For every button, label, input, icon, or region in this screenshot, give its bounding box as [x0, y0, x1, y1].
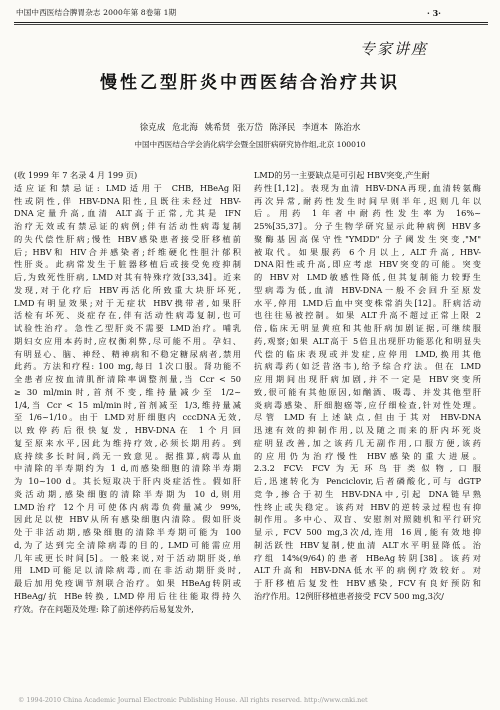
left-column-text-line: 此药。方法和疗程: 100 mg,每日 1次口服。肾功能不	[14, 361, 241, 372]
right-column-text-line: 2.3.2 FCV: FCV为无环鸟苷类似物,口服	[254, 463, 481, 474]
right-column-text-line: 型病毒为低,血清 HBV-DNA一般不会回升至原发	[254, 284, 481, 295]
right-column-text-line: 炎病毒感染、肝细胞癌等,应仔细检查,针对性处理。	[254, 399, 481, 410]
right-column-text-line: DNA阳性或升高,即应考虑 HBV突变的可能。突变	[254, 259, 481, 270]
right-column-text-line: 的 HBV对 LMD敏感性降低,但其复制能力较野生	[254, 272, 481, 282]
right-column-text-line: 也往往易被控制。如果 ALT升高不超过正常上限 2	[254, 310, 481, 321]
left-column-text-line: LMD治疗 12个月可使体内病毒负荷量减少 99%,	[14, 501, 241, 512]
article-title: 慢性乙型肝炎中西医结合治疗共识	[100, 73, 400, 93]
right-column-text-line: 被取代。如果服药 6个月以上, ALT升高, HBV-	[254, 246, 481, 257]
left-column-text-line: 活检有坏死、炎症存在,伴有活动性病毒复制,也可	[14, 310, 241, 321]
author-list: 徐克成 危北海 姚希贤 张万岱 陈泽民 李道本 陈治水	[139, 123, 361, 133]
left-column-text-line: 疗效。存在问题及处理: 除了前述停药后易复发外,	[14, 603, 194, 614]
right-column-text-line: 聚酶基因高保守性"YMDD"分子阈发生突变,"M"	[254, 233, 481, 244]
left-column-text-line: 因此足以使 HBV从所有感染细胞内清除。假如肝炎	[14, 514, 241, 525]
left-column-text-line: 用 LMD可能足以清除病毒,而在非活动期肝炎时,	[14, 565, 241, 576]
right-column-text-line: LMD的另一主要缺点是可引起 HBV突变,产生耐	[254, 170, 430, 180]
left-column-text-line: 为 10~100 d。其长短取决于肝内炎症活性。假如肝	[14, 476, 241, 486]
left-column-text-line: 后; HBV和 HIV合并感染者;纤维硬化性胆汁郁积	[14, 246, 241, 257]
page-number: · 3·	[427, 8, 441, 18]
left-column-text-line: d,为了达到完全清除病毒的目的, LMD可能需应用	[14, 539, 241, 550]
right-column-text-line: 水平,停用 LMD后血中突变株常消失[12]。肝病活动	[254, 297, 481, 308]
right-column-text-line: 尽管 LMD有上述缺点,但由于其对 HBV-DNA	[254, 412, 481, 423]
header-rule	[14, 22, 488, 23]
left-column-text-line: 几年或更长时间[5]。一般来说,对于活动期肝炎,单	[14, 552, 241, 563]
copyright-footer: © 1994-2010 China Academic Journal Electronic Publishing House. All rights reserved. http://www.cnki.net	[18, 696, 368, 704]
right-column-text-line: 抗病毒药(如泛昔洛韦),给予综合疗法。但在 LMD	[254, 361, 481, 372]
left-column-text-line: DNA定量升高,血清 ALT高于正常,尤其是 IFN	[14, 208, 241, 219]
left-column-text-line: 全患者应按血清肌酐清除率调整剂量,当 Ccr < 50	[14, 374, 241, 384]
right-column-text-line: 倍,临床无明显黄疸和其他肝病加剧证据,可继续服	[254, 323, 481, 333]
right-column-text-line: 再次异常,耐药性发生时间早则半年,迟则几年以	[254, 195, 481, 206]
right-column-text-line: 制作用。多中心、双盲、安慰剂对照随机和平行研究	[254, 514, 481, 525]
right-column-text-line: 致,很可能有其他原因,如酗酒、吸毒、并发其他型肝	[254, 386, 481, 397]
left-column-text-line: 的失代偿性肝病;慢性 HBV感染患者接受肝移植前	[14, 233, 241, 244]
left-column-text-line: 性肝炎。此病常发生于脏器移植后或接受免疫抑制	[14, 259, 241, 270]
right-column-text-line: 竞争,掺合于初生 HBV-DNA中,引起 DNA链早熟	[254, 488, 481, 499]
right-column-text-line: ALT升高和 HBV-DNA低水平的病例疗效较好。对	[254, 565, 481, 576]
right-column-text-line: 性终止或失稳定。该药对 HBV的逆转录过程也有抑	[254, 501, 481, 512]
left-column-text-line: 中清除的半寿期约为 1 d,而感染细胞的清除半寿期	[14, 463, 241, 474]
left-column-text-line: 适应证和禁忌证: LMD适用于 CHB, HBeAg阳	[14, 182, 241, 193]
left-column-text-line: 1/4,当 Ccr < 15 ml/min时,首剂减至 1/3,维持量减	[14, 399, 241, 410]
right-column-text-line: 药性[1,12]。表现为血清 HBV-DNA再现,血清转氨酶	[254, 182, 481, 193]
left-column-text-line: 以致停药后很快复发, HBV-DNA在 1个月回	[14, 425, 241, 435]
right-column-text-line: 后,迅速转化为 Penciclovir,后者磷酸化,可与 dGTP	[254, 476, 481, 486]
right-column-text-line: 症明显改善,加之该药几无副作用,口服方便,该药	[254, 437, 481, 448]
right-column-text-line: 25%[35,37]。分子生物学研究显示此种病例 HBV多	[254, 221, 481, 231]
right-column-text-line: 制活跃性 HBV复制,使血清 ALT水平明显降低。治	[254, 539, 481, 550]
left-column-text-line: 发现,对于化疗后 HBV再活化所致重大块肝坏死,	[14, 284, 241, 295]
left-column-text-line: 后,为致死性肝病, LMD对其有特殊疗效[33,34]。近来	[14, 272, 241, 282]
right-column-text-line: 显示, FCV 500 mg,3次/d,连用 16周,能有效地抑	[254, 527, 481, 537]
left-column-text-line: 炎活动期,感染细胞的清除半寿期为 10 d,则用	[14, 488, 241, 499]
left-column	[14, 169, 241, 615]
section-label: 专家讲座	[360, 40, 429, 58]
right-column-text-line: 治疗作用。12例肝移植患者接受 FCV 500 mg,3次/	[254, 590, 444, 601]
right-column-text-line: 于肝移植后复发性 HBV感染, FCV有良好预防和	[254, 578, 481, 588]
left-column-text-line: 性或阴性,伴 HBV-DNA阳性,且既往未经过 HBV-	[14, 195, 241, 206]
left-column-text-line: 处于非活动期,感染细胞的清除半寿期可能为 100	[14, 527, 241, 537]
left-column-text-line: 底持续多长时间,尚无一致意见。据推算,病毒从血	[14, 450, 241, 461]
left-column-text-line: (收 1999 年 7 名录 4 月 199 页)	[14, 170, 138, 180]
right-column-text-line: 后。用药 1年者中耐药性发生率为 16%~	[254, 208, 481, 219]
affiliation: 中国中西医结合学会消化病学会暨全国肝病研究协作组,北京 100010	[134, 140, 366, 149]
right-column-text-line: 疗组 14%(9/64)的患者 HBeAg转阴[38]。该药对	[254, 552, 481, 563]
right-column-text-line: 迅速有效的抑制作用,以及随之而来的肝内坏死炎	[254, 425, 481, 435]
left-column-text-line: 复至原来水平,因此为维持疗效,必须长期用药。到	[14, 437, 241, 448]
left-column-text-line: LMD有明显效果;对于无症状 HBV携带者,如果肝	[14, 297, 241, 308]
left-column-text-line: HBeAg/抗 HBe转换, LMD停用后往往能取得持久	[14, 590, 241, 601]
left-column-text-line: 期妇女应用本药时,应权衡利弊,尽可能不用。孕妇、	[14, 335, 241, 346]
right-column	[254, 169, 481, 603]
right-column-text-line: 的应用仍为治疗慢性 HBV感染的重大进展。	[254, 450, 481, 461]
header-rule-thin	[14, 24, 488, 25]
left-column-text-line: ≥ 30 ml/min时,首剂不变,维持量减少至 1/2~	[14, 386, 241, 397]
left-column-text-line: 治疗无效或有禁忌证的病例;伴有活动性病毒复制	[14, 221, 241, 231]
right-column-text-line: 应用期间出现肝病加剧,并不一定是 HBV突变所	[254, 374, 481, 384]
left-column-text-line: 试验性治疗。急性乙型肝炎不需要 LMD治疗。哺乳	[14, 323, 241, 333]
right-column-text-line: 代偿的临床表现或并发症,应停用 LMD,换用其他	[254, 348, 481, 359]
journal-header: 中国中西医结合脾胃杂志 2000年第 8卷第 1期	[16, 8, 177, 17]
right-column-text-line: 药,观察;如果 ALT高于 5倍且出现肝功能恶化和明显失	[254, 335, 481, 346]
left-column-text-line: 有明显心、脑、神经、精神病和不稳定糖尿病者,禁用	[14, 348, 241, 359]
left-column-text-line: 最后加用免疫调节剂联合治疗。如果 HBeAg转阴或	[14, 578, 241, 588]
left-column-text-line: 至 1/6~1/10。由于 LMD对肝细胞内 cccDNA无效,	[14, 412, 241, 423]
